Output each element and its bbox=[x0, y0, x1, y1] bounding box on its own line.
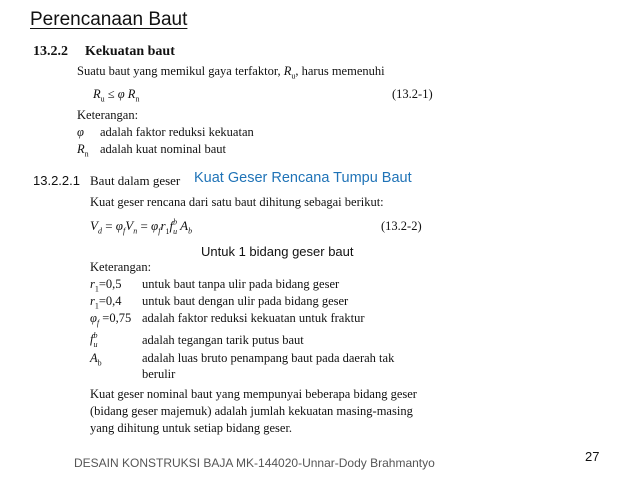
section-number: 13.2.2 bbox=[33, 44, 68, 59]
def-text: untuk baut tanpa ulir pada bidang geser bbox=[142, 277, 340, 291]
subsection-keterangan: Keterangan: bbox=[90, 260, 152, 274]
section-keterangan: Keterangan: bbox=[77, 108, 139, 122]
def-text: adalah luas bruto penampang baut pada daerah tak bbox=[142, 351, 395, 365]
def-symbol: $r_1=0,5$ bbox=[90, 277, 122, 294]
slide-title: Perencanaan Baut bbox=[30, 9, 188, 30]
def-symbol: $R_n$ bbox=[77, 142, 89, 159]
def-symbol: $f^b_u$ bbox=[90, 331, 98, 349]
def-text: adalah kuat nominal baut bbox=[100, 142, 227, 156]
def-text: adalah faktor reduksi kekuatan untuk fraktur bbox=[142, 311, 365, 325]
subsection-number: 13.2.2.1 bbox=[33, 173, 80, 188]
section-intro: Suatu baut yang memikul gaya terfaktor, $R_u$, harus memenuhi bbox=[77, 64, 385, 81]
subsection-intro: Kuat geser rencana dari satu baut dihitung sebagai berikut: bbox=[90, 195, 384, 209]
section-title: Kekuatan baut bbox=[85, 44, 175, 59]
page-number: 27 bbox=[585, 449, 600, 464]
subsection-title: Baut dalam geser bbox=[90, 173, 181, 188]
def-text: adalah faktor reduksi kekuatan bbox=[100, 125, 254, 139]
shear-plane-note: Untuk 1 bidang geser baut bbox=[201, 244, 354, 259]
section-equation-number: (13.2-1) bbox=[392, 87, 433, 101]
closing-line: yang dihitung untuk setiap bidang geser. bbox=[90, 421, 293, 435]
section-equation: $R_u \le \varphi$ $R_n$ bbox=[93, 87, 140, 104]
def-symbol: $r_1=0,4$ bbox=[90, 294, 122, 311]
def-text: untuk baut dengan ulir pada bidang geser bbox=[142, 294, 349, 308]
def-symbol: φ bbox=[77, 125, 84, 139]
def-symbol: $A_b$ bbox=[90, 351, 102, 368]
def-text: adalah tegangan tarik putus baut bbox=[142, 333, 304, 347]
subsection-equation: $V_d = \varphi_fV_n = \varphi_fr_1f^b_u$ $A_b$ bbox=[90, 218, 193, 236]
def-symbol: $\varphi_f =0,75$ bbox=[90, 311, 132, 328]
blue-annotation: Kuat Geser Rencana Tumpu Baut bbox=[194, 170, 412, 186]
def-text-continued: berulir bbox=[142, 367, 176, 381]
subsection-equation-number: (13.2-2) bbox=[381, 219, 422, 233]
footer-text: DESAIN KONSTRUKSI BAJA MK-144020-Unnar-Dody Brahmantyo bbox=[74, 456, 435, 470]
closing-line: Kuat geser nominal baut yang mempunyai beberapa bidang geser bbox=[90, 387, 417, 401]
closing-line: (bidang geser majemuk) adalah jumlah kekuatan masing-masing bbox=[90, 404, 413, 418]
